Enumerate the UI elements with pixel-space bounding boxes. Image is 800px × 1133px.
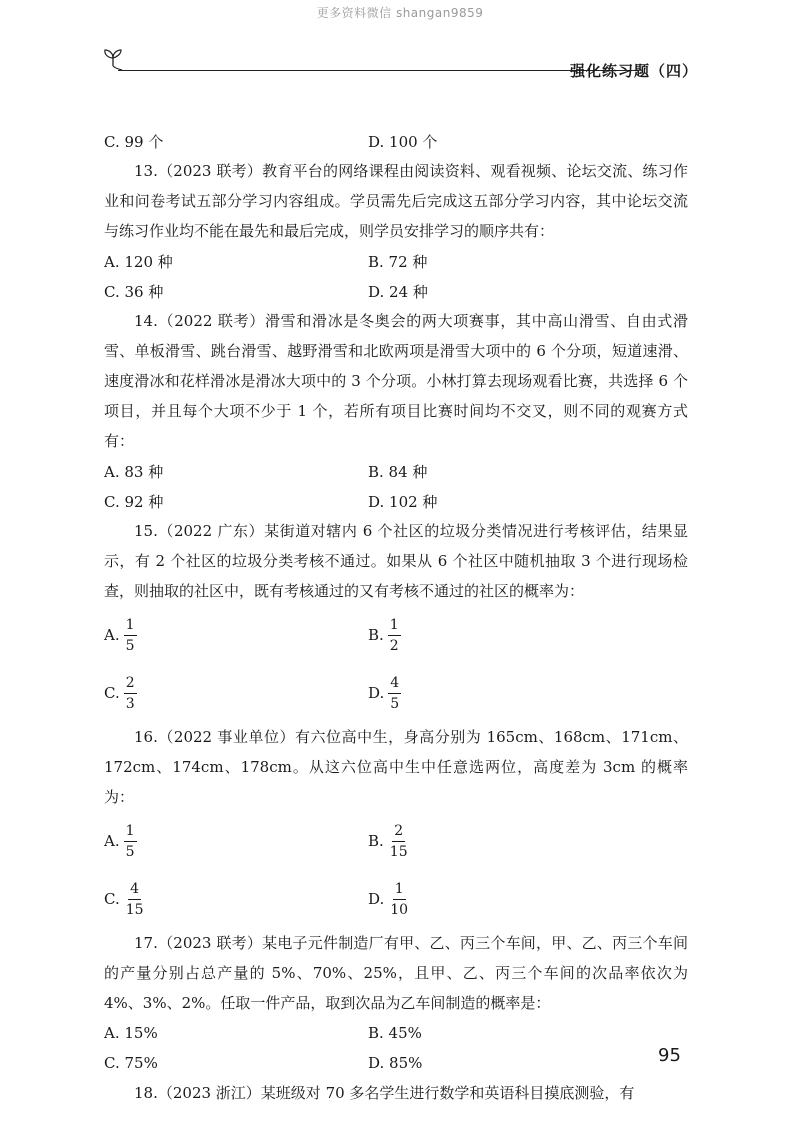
- numerator: 1: [124, 616, 137, 636]
- fraction: [124, 674, 137, 713]
- option-a: [104, 822, 368, 861]
- option-d: [368, 674, 632, 713]
- denominator: 3: [125, 695, 135, 712]
- question-15-stem: 15.（2022 广东）某街道对辖内 6 个社区的垃圾分类情况进行考核评估，结果显示，有 2 个社区的垃圾分类考核不通过。如果从 6 个社区中随机抽取 3 个进行现场检查，则抽取的社区中，既有考核通过的又有考核不通过的社区的概率为：: [104, 522, 688, 600]
- page-header: [100, 50, 700, 80]
- fraction: [388, 880, 410, 919]
- option-letter: D.: [368, 684, 385, 702]
- option-letter: B.: [368, 832, 384, 850]
- fraction-options-row: [104, 812, 688, 870]
- option-letter: C.: [104, 890, 120, 908]
- options-row: [104, 1018, 688, 1048]
- watermark-text: 更多资料微信 shangan9859: [316, 6, 484, 20]
- numerator: 1: [124, 822, 137, 842]
- option-a: A. 120 种: [104, 252, 173, 271]
- fraction: [124, 880, 146, 919]
- option-c: C. 92 种: [104, 492, 164, 511]
- fraction: [124, 616, 137, 655]
- fraction: [388, 674, 401, 713]
- options-row: [104, 486, 688, 516]
- denominator: 5: [390, 695, 400, 712]
- option-d: D. 102 种: [368, 492, 438, 511]
- option-a: [104, 616, 368, 655]
- denominator: 5: [125, 637, 135, 654]
- denominator: 15: [389, 843, 408, 860]
- fraction-options-row: [104, 606, 688, 664]
- option-c: C. 75%: [104, 1054, 158, 1072]
- option-c: C. 36 种: [104, 282, 164, 301]
- denominator: 15: [125, 901, 144, 918]
- options-row: [104, 276, 688, 306]
- option-d: D. 85%: [368, 1054, 423, 1072]
- options-row: [104, 1048, 688, 1078]
- numerator: 1: [393, 880, 406, 900]
- denominator: 2: [389, 637, 399, 654]
- numerator: 4: [388, 674, 401, 694]
- sprout-icon: [100, 46, 126, 72]
- option-b: B. 72 种: [368, 252, 428, 271]
- option-b: [368, 616, 632, 655]
- question-16-stem: 16.（2022 事业单位）有六位高中生，身高分别为 165cm、168cm、171cm、172cm、174cm、178cm。从这六位高中生中任意选两位，高度差为 3cm 的概率为：: [104, 728, 688, 806]
- option-d: D. 100 个: [368, 132, 438, 151]
- numerator: 2: [392, 822, 405, 842]
- option-b: B. 84 种: [368, 462, 428, 481]
- option-b: B. 45%: [368, 1024, 422, 1042]
- option-c: [104, 674, 368, 713]
- option-b: [368, 822, 632, 861]
- numerator: 1: [388, 616, 401, 636]
- page-number: 95: [658, 1045, 681, 1066]
- fraction-options-row: [104, 870, 688, 928]
- numerator: 4: [128, 880, 141, 900]
- options-row: [104, 456, 688, 486]
- options-row: [104, 246, 688, 276]
- fraction: [124, 822, 137, 861]
- option-letter: A.: [104, 832, 120, 850]
- denominator: 10: [390, 901, 409, 918]
- option-letter: C.: [104, 684, 120, 702]
- header-rule: [118, 70, 638, 71]
- option-c: C. 99 个: [104, 132, 164, 151]
- option-a: A. 83 种: [104, 462, 164, 481]
- option-letter: D.: [368, 890, 385, 908]
- denominator: 5: [125, 843, 135, 860]
- option-d: [368, 880, 632, 919]
- questions-area: [104, 126, 688, 1108]
- option-c: [104, 880, 368, 919]
- option-a: A. 15%: [104, 1024, 158, 1042]
- fraction-options-row: [104, 664, 688, 722]
- question-17-stem: 17.（2023 联考）某电子元件制造厂有甲、乙、丙三个车间，甲、乙、丙三个车间的产量分别占总产量的 5%、70%、25%，且甲、乙、丙三个车间的次品率依次为 4%、3%、2%。任取一件产品，取到次品为乙车间制造的概率是：: [104, 934, 688, 1012]
- question-13-stem: 13.（2023 联考）教育平台的网络课程由阅读资料、观看视频、论坛交流、练习作业和问卷考试五部分学习内容组成。学员需先后完成这五部分学习内容，其中论坛交流与练习作业均不能在最先和最后完成，则学员安排学习的顺序共有：: [104, 162, 688, 240]
- question-18-stem: 18.（2023 浙江）某班级对 70 多名学生进行数学和英语科目摸底测验，有: [134, 1084, 635, 1102]
- fraction: [388, 822, 410, 861]
- numerator: 2: [124, 674, 137, 694]
- section-title: 强化练习题（四）: [569, 62, 698, 80]
- fraction: [388, 616, 401, 655]
- option-letter: B.: [368, 626, 384, 644]
- options-row: [104, 126, 688, 156]
- option-letter: A.: [104, 626, 120, 644]
- option-d: D. 24 种: [368, 282, 428, 301]
- question-14-stem: 14.（2022 联考）滑雪和滑冰是冬奥会的两大项赛事，其中高山滑雪、自由式滑雪、单板滑雪、跳台滑雪、越野滑雪和北欧两项是滑雪大项中的 6 个分项，短道速滑、速度滑冰和花样滑冰是滑冰大项中的 3 个分项。小林打算去现场观看比赛，共选择 6 个项目，并且每个大项不少于 1 个，若所有项目比赛时间均不交叉，则不同的观赛方式有：: [104, 312, 688, 450]
